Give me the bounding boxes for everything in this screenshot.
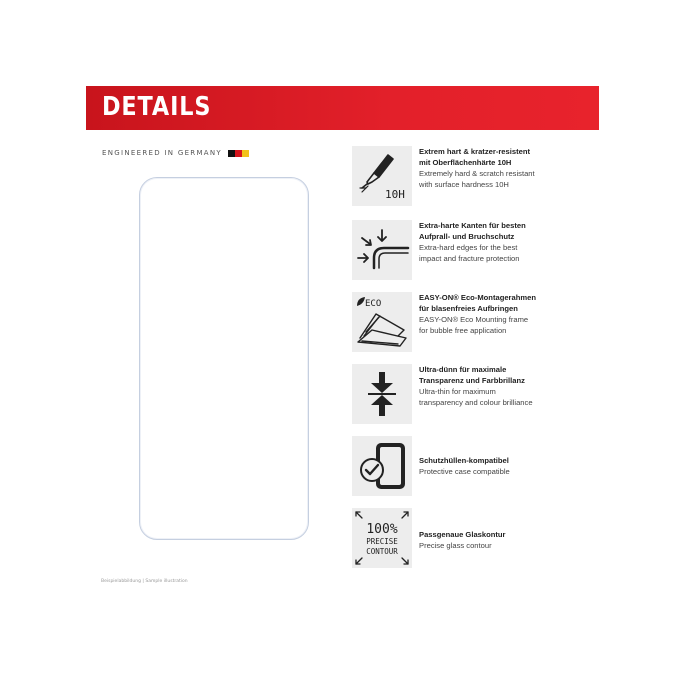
feature-desc-en: impact and fracture protection — [419, 254, 520, 263]
feature-ultra-thin — [352, 364, 612, 424]
feature-text — [419, 364, 609, 408]
feature-title-de: Aufprall- und Bruchschutz — [419, 232, 515, 241]
feature-text — [419, 529, 609, 551]
feature-precise-contour — [352, 508, 612, 568]
feature-text — [419, 292, 609, 336]
german-flag-icon — [228, 150, 249, 157]
knife-scratch-icon — [352, 146, 412, 206]
flag-stripe-red — [235, 150, 242, 157]
feature-desc-en: EASY-ON® Eco Mounting frame — [419, 315, 529, 324]
feature-title-de: Schutzhüllen-kompatibel — [419, 456, 509, 465]
icon-label-10h: 10H — [385, 188, 405, 201]
feature-title-de: Ultra-dünn für maximale — [419, 365, 507, 374]
feature-text — [419, 146, 609, 190]
engineered-label: ENGINEERED IN GERMANY — [102, 149, 223, 157]
icon-label-contour: CONTOUR — [366, 547, 398, 556]
feature-desc-en: with surface hardness 10H — [419, 180, 509, 189]
flag-stripe-gold — [242, 150, 249, 157]
page-title: DETAILS — [102, 92, 212, 122]
eco-mounting-frame-icon — [352, 292, 412, 352]
phone-screen-protector-illustration — [139, 177, 309, 540]
ultra-thin-arrows-icon — [352, 364, 412, 424]
feature-title-de: für blasenfreies Aufbringen — [419, 304, 518, 313]
details-banner — [86, 86, 599, 130]
feature-title-de: Passgenaue Glaskontur — [419, 530, 506, 539]
engineered-in-germany — [102, 148, 249, 158]
feature-hardness — [352, 146, 612, 206]
feature-desc-en: Ultra-thin for maximum — [419, 387, 496, 396]
feature-title-de: Transparenz und Farbbrillanz — [419, 376, 525, 385]
flag-stripe-black — [228, 150, 235, 157]
feature-title-de: Extra-harte Kanten für besten — [419, 221, 526, 230]
feature-desc-en: Protective case compatible — [419, 467, 510, 476]
case-compatible-check-icon — [352, 436, 412, 496]
icon-label-precise: PRECISE — [366, 537, 398, 546]
edge-impact-icon — [352, 220, 412, 280]
feature-text — [419, 455, 609, 477]
feature-desc-en: Extremely hard & scratch resistant — [419, 169, 535, 178]
feature-hard-edges — [352, 220, 612, 280]
icon-label-eco: ECO — [365, 299, 382, 309]
feature-title-de: Extrem hart & kratzer-resistent — [419, 147, 530, 156]
feature-desc-en: transparency and colour brilliance — [419, 398, 533, 407]
feature-eco-mounting — [352, 292, 612, 352]
feature-desc-en: Extra-hard edges for the best — [419, 243, 518, 252]
feature-title-de: mit Oberflächenhärte 10H — [419, 158, 512, 167]
sample-illustration-caption: Beispielabbildung | Sample illustration — [101, 579, 188, 584]
precise-contour-icon — [352, 508, 412, 568]
feature-desc-en: Precise glass contour — [419, 541, 492, 550]
feature-text — [419, 220, 609, 264]
icon-label-100: 100% — [366, 522, 398, 537]
feature-desc-en: for bubble free application — [419, 326, 507, 335]
feature-title-de: EASY-ON® Eco-Montagerahmen — [419, 293, 536, 302]
feature-case-compatible — [352, 436, 612, 496]
